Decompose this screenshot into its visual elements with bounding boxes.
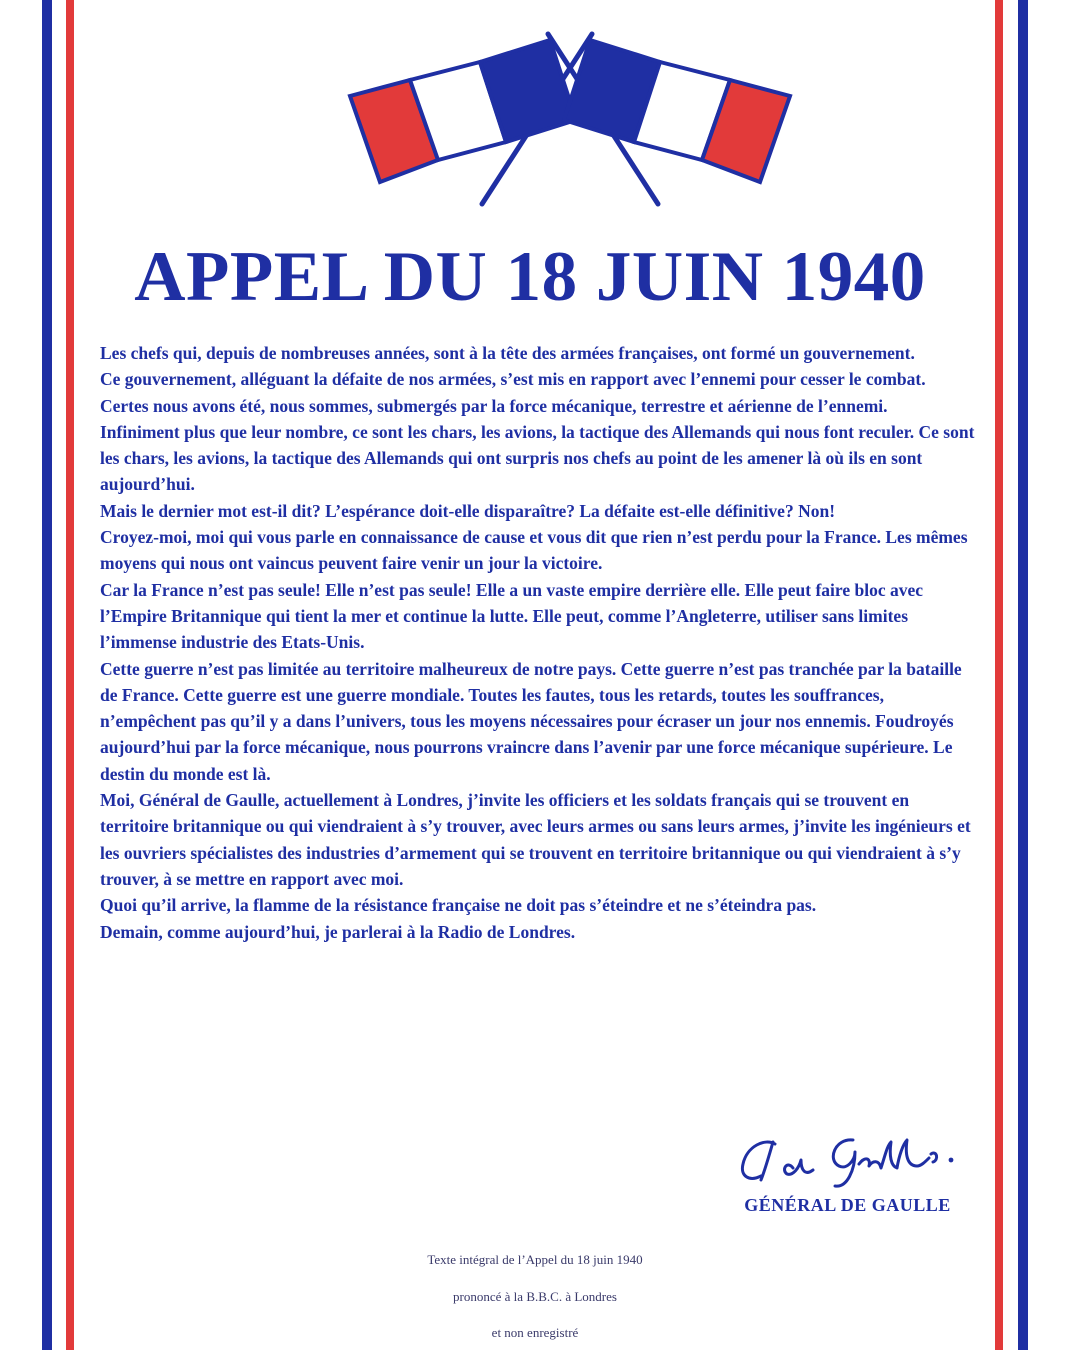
signature-name: GÉNÉRAL DE GAULLE [744, 1195, 951, 1215]
right-red-stripe [995, 0, 1003, 1350]
left-blue-stripe [42, 0, 52, 1350]
paragraph: Quoi qu’il arrive, la flamme de la résistance française ne doit pas s’éteindre et ne s’éteindra pas. [100, 895, 817, 916]
handwritten-signature-icon [735, 1130, 965, 1190]
crossed-french-flags-icon [340, 22, 800, 212]
appeal-text [100, 340, 980, 945]
footer-line-2: prononcé à la B.B.C. à Londres [453, 1289, 617, 1304]
paragraph: Certes nous avons été, nous sommes, submergés par la force mécanique, terrestre et aérienne de l’ennemi. [100, 395, 888, 416]
page-title: APPEL DU 18 JUIN 1940 [134, 238, 926, 316]
left-red-stripe [66, 0, 74, 1350]
paragraph: Moi, Général de Gaulle, actuellement à Londres, j’invite les officiers et les soldats français qui se trouvent en territoire britannique ou qui viendraient à s’y trouver, avec leurs armes ou sans leurs armes, j’invite les ingénieurs et les ouvriers spécialistes des industries d’armement qui se trouvent en territoire britannique ou qui viendraient à s’y trouver, à se mettre en rapport avec moi. [100, 790, 971, 889]
footer-line-3: et non enregistré [491, 1325, 579, 1340]
paragraph: Car la France n’est pas seule! Elle n’est pas seule! Elle a un vaste empire derrière elle. Elle peut faire bloc avec l’Empire Britannique qui tient la mer et continue la lutte. Elle peut, comme l’Angleterre, utiliser sans limites l’immense industrie des Etats-Unis. [100, 579, 924, 653]
paragraph: Demain, comme aujourd’hui, je parlerai à la Radio de Londres. [100, 921, 576, 942]
paragraph: Infiniment plus que leur nombre, ce sont les chars, les avions, la tactique des Allemands qui nous font reculer. Ce sont les chars, les avions, la tactique des Allemands qui ont surpris nos chefs au point de les amener là où ils en sont aujourd’hui. [100, 421, 975, 495]
paragraph: Croyez-moi, moi qui vous parle en connaissance de cause et vous dit que rien n’est perdu pour la France. Les mêmes moyens qui nous ont vaincus peuvent faire venir un jour la victoire. [100, 527, 968, 574]
paragraph: Les chefs qui, depuis de nombreuses années, sont à la tête des armées françaises, ont formé un gouvernement. [100, 343, 915, 363]
footer-line-1: Texte intégral de l’Appel du 18 juin 1940 [427, 1252, 643, 1267]
paragraph: Mais le dernier mot est-il dit? L’espérance doit-elle disparaître? La défaite est-elle définitive? Non! [100, 500, 836, 521]
poster-page [80, 0, 990, 1350]
right-blue-stripe [1018, 0, 1028, 1350]
paragraph: Ce gouvernement, alléguant la défaite de nos armées, s’est mis en rapport avec l’ennemi pour cesser le combat. [100, 369, 926, 390]
paragraph: Cette guerre n’est pas limitée au territoire malheureux de notre pays. Cette guerre n’est pas tranchée par la bataille de France. Cette guerre est une guerre mondiale. Toutes les fautes, tous les retards, toutes les souffrances, n’empêchent pas qu’il y a dans l’univers, tous les moyens nécessaires pour écraser un jour nos ennemis. Foudroyés aujourd’hui par la force mécanique, nous pourrons vraincre dans l’avenir par une force mécanique supérieure. Le destin du monde est là. [100, 658, 962, 784]
